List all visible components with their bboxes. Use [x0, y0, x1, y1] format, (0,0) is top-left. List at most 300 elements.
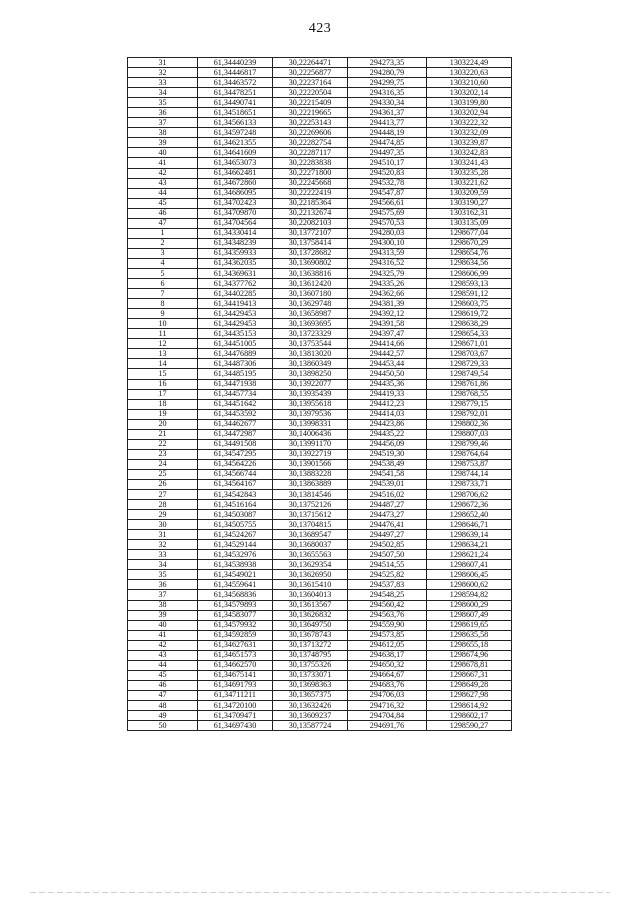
point-number-cell: 6 [128, 279, 198, 289]
latitude-cell: 61,34697430 [198, 721, 273, 731]
y-coordinate-cell: 1303232,09 [427, 128, 512, 138]
x-coordinate-cell: 294575,69 [348, 208, 427, 218]
x-coordinate-cell: 294362,66 [348, 289, 427, 299]
table-row [128, 680, 512, 690]
point-number-cell: 15 [128, 369, 198, 379]
y-coordinate-cell: 1298606,99 [427, 268, 512, 278]
point-number-cell: 30 [128, 520, 198, 530]
latitude-cell: 61,34549021 [198, 570, 273, 580]
point-number-cell: 42 [128, 640, 198, 650]
latitude-cell: 61,34651573 [198, 650, 273, 660]
longitude-cell: 30,13678743 [273, 630, 348, 640]
point-number-cell: 40 [128, 148, 198, 158]
y-coordinate-cell: 1303239,87 [427, 138, 512, 148]
point-number-cell: 16 [128, 379, 198, 389]
longitude-cell: 30,13713272 [273, 640, 348, 650]
latitude-cell: 61,34476889 [198, 349, 273, 359]
point-number-cell: 1 [128, 228, 198, 238]
latitude-cell: 61,34453592 [198, 409, 273, 419]
latitude-cell: 61,34451642 [198, 399, 273, 409]
x-coordinate-cell: 294392,12 [348, 309, 427, 319]
longitude-cell: 30,13689547 [273, 530, 348, 540]
longitude-cell: 30,22132674 [273, 208, 348, 218]
latitude-cell: 61,34362035 [198, 258, 273, 268]
longitude-cell: 30,13922077 [273, 379, 348, 389]
longitude-cell: 30,22082103 [273, 218, 348, 228]
latitude-cell: 61,34485195 [198, 369, 273, 379]
x-coordinate-cell: 294532,78 [348, 178, 427, 188]
y-coordinate-cell: 1298600,62 [427, 580, 512, 590]
table-row [128, 520, 512, 530]
point-number-cell: 4 [128, 258, 198, 268]
y-coordinate-cell: 1298638,29 [427, 319, 512, 329]
x-coordinate-cell: 294516,02 [348, 490, 427, 500]
latitude-cell: 61,34516164 [198, 500, 273, 510]
y-coordinate-cell: 1298627,98 [427, 690, 512, 700]
y-coordinate-cell: 1303222,32 [427, 118, 512, 128]
x-coordinate-cell: 294397,47 [348, 329, 427, 339]
x-coordinate-cell: 294563,76 [348, 610, 427, 620]
latitude-cell: 61,34691793 [198, 680, 273, 690]
x-coordinate-cell: 294566,61 [348, 198, 427, 208]
x-coordinate-cell: 294456,09 [348, 439, 427, 449]
longitude-cell: 30,13626832 [273, 610, 348, 620]
y-coordinate-cell: 1303202,94 [427, 108, 512, 118]
y-coordinate-cell: 1298677,04 [427, 228, 512, 238]
y-coordinate-cell: 1298602,17 [427, 711, 512, 721]
latitude-cell: 61,34369631 [198, 268, 273, 278]
longitude-cell: 30,22222419 [273, 188, 348, 198]
table-row [128, 228, 512, 238]
y-coordinate-cell: 1303235,28 [427, 168, 512, 178]
point-number-cell: 37 [128, 118, 198, 128]
y-coordinate-cell: 1298799,46 [427, 439, 512, 449]
y-coordinate-cell: 1298600,29 [427, 600, 512, 610]
table-row [128, 299, 512, 309]
point-number-cell: 39 [128, 610, 198, 620]
latitude-cell: 61,34471938 [198, 379, 273, 389]
x-coordinate-cell: 294520,83 [348, 168, 427, 178]
y-coordinate-cell: 1298768,55 [427, 389, 512, 399]
y-coordinate-cell: 1303135,09 [427, 218, 512, 228]
point-number-cell: 42 [128, 168, 198, 178]
longitude-cell: 30,13860349 [273, 359, 348, 369]
longitude-cell: 30,22271800 [273, 168, 348, 178]
y-coordinate-cell: 1298606,45 [427, 570, 512, 580]
longitude-cell: 30,22282754 [273, 138, 348, 148]
latitude-cell: 61,34429453 [198, 319, 273, 329]
latitude-cell: 61,34377762 [198, 279, 273, 289]
y-coordinate-cell: 1298761,86 [427, 379, 512, 389]
longitude-cell: 30,22287117 [273, 148, 348, 158]
y-coordinate-cell: 1298654,33 [427, 329, 512, 339]
x-coordinate-cell: 294487,27 [348, 500, 427, 510]
longitude-cell: 30,13715612 [273, 510, 348, 520]
x-coordinate-cell: 294570,53 [348, 218, 427, 228]
table-row [128, 530, 512, 540]
y-coordinate-cell: 1303202,14 [427, 88, 512, 98]
longitude-cell: 30,22245668 [273, 178, 348, 188]
point-number-cell: 2 [128, 238, 198, 248]
x-coordinate-cell: 294474,85 [348, 138, 427, 148]
x-coordinate-cell: 294316,35 [348, 88, 427, 98]
longitude-cell: 30,13733071 [273, 670, 348, 680]
table-row [128, 58, 512, 68]
point-number-cell: 43 [128, 650, 198, 660]
point-number-cell: 43 [128, 178, 198, 188]
point-number-cell: 29 [128, 510, 198, 520]
y-coordinate-cell: 1298607,41 [427, 560, 512, 570]
latitude-cell: 61,34559641 [198, 580, 273, 590]
table-row [128, 459, 512, 469]
table-row [128, 590, 512, 600]
longitude-cell: 30,13693695 [273, 319, 348, 329]
x-coordinate-cell: 294435,36 [348, 379, 427, 389]
table-row [128, 449, 512, 459]
point-number-cell: 11 [128, 329, 198, 339]
y-coordinate-cell: 1298744,14 [427, 469, 512, 479]
longitude-cell: 30,13604013 [273, 590, 348, 600]
table-row [128, 721, 512, 731]
point-number-cell: 44 [128, 660, 198, 670]
table-row [128, 369, 512, 379]
latitude-cell: 61,34532976 [198, 550, 273, 560]
x-coordinate-cell: 294650,32 [348, 660, 427, 670]
table-row [128, 389, 512, 399]
longitude-cell: 30,13753544 [273, 339, 348, 349]
longitude-cell: 30,13723329 [273, 329, 348, 339]
table-row [128, 711, 512, 721]
y-coordinate-cell: 1298802,36 [427, 419, 512, 429]
x-coordinate-cell: 294539,01 [348, 479, 427, 489]
longitude-cell: 30,13587724 [273, 721, 348, 731]
table-row [128, 409, 512, 419]
x-coordinate-cell: 294391,58 [348, 319, 427, 329]
longitude-cell: 30,22185364 [273, 198, 348, 208]
x-coordinate-cell: 294573,85 [348, 630, 427, 640]
point-number-cell: 14 [128, 359, 198, 369]
latitude-cell: 61,34686095 [198, 188, 273, 198]
longitude-cell: 30,22253143 [273, 118, 348, 128]
longitude-cell: 30,13752126 [273, 500, 348, 510]
point-number-cell: 5 [128, 268, 198, 278]
x-coordinate-cell: 294507,50 [348, 550, 427, 560]
point-number-cell: 38 [128, 600, 198, 610]
longitude-cell: 30,13772107 [273, 228, 348, 238]
longitude-cell: 30,22219665 [273, 108, 348, 118]
table-row [128, 439, 512, 449]
point-number-cell: 17 [128, 389, 198, 399]
latitude-cell: 61,34348239 [198, 238, 273, 248]
x-coordinate-cell: 294299,75 [348, 78, 427, 88]
latitude-cell: 61,34440239 [198, 58, 273, 68]
point-number-cell: 50 [128, 721, 198, 731]
x-coordinate-cell: 294325,79 [348, 268, 427, 278]
longitude-cell: 30,22256877 [273, 68, 348, 78]
y-coordinate-cell: 1303220,63 [427, 68, 512, 78]
latitude-cell: 61,34662570 [198, 660, 273, 670]
x-coordinate-cell: 294519,30 [348, 449, 427, 459]
point-number-cell: 33 [128, 550, 198, 560]
y-coordinate-cell: 1298674,96 [427, 650, 512, 660]
latitude-cell: 61,34711211 [198, 690, 273, 700]
longitude-cell: 30,13863889 [273, 479, 348, 489]
x-coordinate-cell: 294638,17 [348, 650, 427, 660]
longitude-cell: 30,13657375 [273, 690, 348, 700]
point-number-cell: 3 [128, 248, 198, 258]
x-coordinate-cell: 294691,76 [348, 721, 427, 731]
y-coordinate-cell: 1298706,62 [427, 490, 512, 500]
latitude-cell: 61,34564226 [198, 459, 273, 469]
y-coordinate-cell: 1298634,56 [427, 258, 512, 268]
latitude-cell: 61,34542843 [198, 490, 273, 500]
y-coordinate-cell: 1303209,59 [427, 188, 512, 198]
table-row [128, 570, 512, 580]
point-number-cell: 38 [128, 128, 198, 138]
table-row [128, 670, 512, 680]
longitude-cell: 30,13655563 [273, 550, 348, 560]
x-coordinate-cell: 294560,42 [348, 600, 427, 610]
y-coordinate-cell: 1303242,83 [427, 148, 512, 158]
latitude-cell: 61,34709870 [198, 208, 273, 218]
table-row [128, 540, 512, 550]
table-row [128, 128, 512, 138]
x-coordinate-cell: 294423,86 [348, 419, 427, 429]
table-row [128, 560, 512, 570]
point-number-cell: 9 [128, 309, 198, 319]
x-coordinate-cell: 294664,67 [348, 670, 427, 680]
point-number-cell: 31 [128, 530, 198, 540]
table-row [128, 248, 512, 258]
table-row [128, 78, 512, 88]
latitude-cell: 61,34621355 [198, 138, 273, 148]
x-coordinate-cell: 294335,26 [348, 279, 427, 289]
point-number-cell: 46 [128, 208, 198, 218]
table-row [128, 319, 512, 329]
point-number-cell: 32 [128, 68, 198, 78]
x-coordinate-cell: 294537,83 [348, 580, 427, 590]
longitude-cell: 30,13998331 [273, 419, 348, 429]
point-number-cell: 39 [128, 138, 198, 148]
y-coordinate-cell: 1298593,13 [427, 279, 512, 289]
x-coordinate-cell: 294525,82 [348, 570, 427, 580]
point-number-cell: 40 [128, 620, 198, 630]
table-row [128, 118, 512, 128]
x-coordinate-cell: 294559,90 [348, 620, 427, 630]
y-coordinate-cell: 1298792,01 [427, 409, 512, 419]
point-number-cell: 13 [128, 349, 198, 359]
latitude-cell: 61,34538938 [198, 560, 273, 570]
latitude-cell: 61,34675141 [198, 670, 273, 680]
point-number-cell: 23 [128, 449, 198, 459]
latitude-cell: 61,34435153 [198, 329, 273, 339]
y-coordinate-cell: 1298807,03 [427, 429, 512, 439]
x-coordinate-cell: 294547,87 [348, 188, 427, 198]
table-row [128, 580, 512, 590]
longitude-cell: 30,13629354 [273, 560, 348, 570]
longitude-cell: 30,13979536 [273, 409, 348, 419]
table-row [128, 690, 512, 700]
table-row [128, 208, 512, 218]
point-number-cell: 44 [128, 188, 198, 198]
y-coordinate-cell: 1298619,65 [427, 620, 512, 630]
point-number-cell: 47 [128, 218, 198, 228]
longitude-cell: 30,13615410 [273, 580, 348, 590]
longitude-cell: 30,13609237 [273, 711, 348, 721]
y-coordinate-cell: 1298729,33 [427, 359, 512, 369]
table-row [128, 500, 512, 510]
latitude-cell: 61,34702423 [198, 198, 273, 208]
longitude-cell: 30,22283838 [273, 158, 348, 168]
point-number-cell: 35 [128, 570, 198, 580]
longitude-cell: 30,13898250 [273, 369, 348, 379]
latitude-cell: 61,34653073 [198, 158, 273, 168]
x-coordinate-cell: 294316,52 [348, 258, 427, 268]
longitude-cell: 30,13935439 [273, 389, 348, 399]
y-coordinate-cell: 1303241,43 [427, 158, 512, 168]
table-row [128, 419, 512, 429]
x-coordinate-cell: 294716,32 [348, 701, 427, 711]
table-row [128, 630, 512, 640]
y-coordinate-cell: 1303162,31 [427, 208, 512, 218]
point-number-cell: 27 [128, 490, 198, 500]
latitude-cell: 61,34490741 [198, 98, 273, 108]
y-coordinate-cell: 1298591,12 [427, 289, 512, 299]
longitude-cell: 30,13813020 [273, 349, 348, 359]
point-number-cell: 22 [128, 439, 198, 449]
table-row [128, 610, 512, 620]
latitude-cell: 61,34472987 [198, 429, 273, 439]
longitude-cell: 30,13748795 [273, 650, 348, 660]
point-number-cell: 18 [128, 399, 198, 409]
latitude-cell: 61,34529144 [198, 540, 273, 550]
table-row [128, 188, 512, 198]
longitude-cell: 30,13698363 [273, 680, 348, 690]
longitude-cell: 30,13758414 [273, 238, 348, 248]
table-row [128, 660, 512, 670]
table-row [128, 429, 512, 439]
longitude-cell: 30,22220504 [273, 88, 348, 98]
y-coordinate-cell: 1298655,18 [427, 640, 512, 650]
latitude-cell: 61,34564167 [198, 479, 273, 489]
point-number-cell: 37 [128, 590, 198, 600]
y-coordinate-cell: 1298733,71 [427, 479, 512, 489]
point-number-cell: 35 [128, 98, 198, 108]
x-coordinate-cell: 294273,35 [348, 58, 427, 68]
table-row [128, 178, 512, 188]
y-coordinate-cell: 1298779,15 [427, 399, 512, 409]
latitude-cell: 61,34704564 [198, 218, 273, 228]
latitude-cell: 61,34579893 [198, 600, 273, 610]
longitude-cell: 30,22269606 [273, 128, 348, 138]
point-number-cell: 8 [128, 299, 198, 309]
x-coordinate-cell: 294704,84 [348, 711, 427, 721]
point-number-cell: 33 [128, 78, 198, 88]
table-row [128, 289, 512, 299]
table-row [128, 238, 512, 248]
table-row [128, 88, 512, 98]
longitude-cell: 30,13728682 [273, 248, 348, 258]
latitude-cell: 61,34446817 [198, 68, 273, 78]
x-coordinate-cell: 294548,25 [348, 590, 427, 600]
table-row [128, 359, 512, 369]
y-coordinate-cell: 1303190,27 [427, 198, 512, 208]
longitude-cell: 30,13612420 [273, 279, 348, 289]
x-coordinate-cell: 294514,55 [348, 560, 427, 570]
latitude-cell: 61,34463572 [198, 78, 273, 88]
x-coordinate-cell: 294414,03 [348, 409, 427, 419]
longitude-cell: 30,22237164 [273, 78, 348, 88]
y-coordinate-cell: 1298672,36 [427, 500, 512, 510]
x-coordinate-cell: 294510,17 [348, 158, 427, 168]
x-coordinate-cell: 294413,77 [348, 118, 427, 128]
longitude-cell: 30,13991170 [273, 439, 348, 449]
y-coordinate-cell: 1298621,24 [427, 550, 512, 560]
x-coordinate-cell: 294497,27 [348, 530, 427, 540]
y-coordinate-cell: 1298753,87 [427, 459, 512, 469]
x-coordinate-cell: 294414,66 [348, 339, 427, 349]
table-row [128, 108, 512, 118]
table-row [128, 640, 512, 650]
table-row [128, 279, 512, 289]
latitude-cell: 61,34518651 [198, 108, 273, 118]
y-coordinate-cell: 1298749,54 [427, 369, 512, 379]
point-number-cell: 25 [128, 469, 198, 479]
table-row [128, 148, 512, 158]
y-coordinate-cell: 1298652,40 [427, 510, 512, 520]
longitude-cell: 30,13955618 [273, 399, 348, 409]
longitude-cell: 30,13626950 [273, 570, 348, 580]
table-row [128, 198, 512, 208]
table-row [128, 510, 512, 520]
point-number-cell: 26 [128, 479, 198, 489]
table-row [128, 469, 512, 479]
point-number-cell: 24 [128, 459, 198, 469]
table-row [128, 218, 512, 228]
latitude-cell: 61,34462677 [198, 419, 273, 429]
y-coordinate-cell: 1298639,14 [427, 530, 512, 540]
x-coordinate-cell: 294473,27 [348, 510, 427, 520]
point-number-cell: 41 [128, 158, 198, 168]
y-coordinate-cell: 1303199,80 [427, 98, 512, 108]
longitude-cell: 30,13680037 [273, 540, 348, 550]
table-row [128, 98, 512, 108]
latitude-cell: 61,34597248 [198, 128, 273, 138]
x-coordinate-cell: 294538,49 [348, 459, 427, 469]
table-row [128, 329, 512, 339]
y-coordinate-cell: 1298607,49 [427, 610, 512, 620]
point-number-cell: 45 [128, 198, 198, 208]
x-coordinate-cell: 294476,41 [348, 520, 427, 530]
point-number-cell: 46 [128, 680, 198, 690]
x-coordinate-cell: 294435,22 [348, 429, 427, 439]
point-number-cell: 41 [128, 630, 198, 640]
latitude-cell: 61,34487306 [198, 359, 273, 369]
point-number-cell: 19 [128, 409, 198, 419]
point-number-cell: 28 [128, 500, 198, 510]
y-coordinate-cell: 1298614,92 [427, 701, 512, 711]
latitude-cell: 61,34524267 [198, 530, 273, 540]
x-coordinate-cell: 294381,39 [348, 299, 427, 309]
longitude-cell: 30,13690802 [273, 258, 348, 268]
table-row [128, 339, 512, 349]
y-coordinate-cell: 1303224,49 [427, 58, 512, 68]
y-coordinate-cell: 1298603,75 [427, 299, 512, 309]
point-number-cell: 32 [128, 540, 198, 550]
point-number-cell: 36 [128, 108, 198, 118]
latitude-cell: 61,34566744 [198, 469, 273, 479]
latitude-cell: 61,34419413 [198, 299, 273, 309]
